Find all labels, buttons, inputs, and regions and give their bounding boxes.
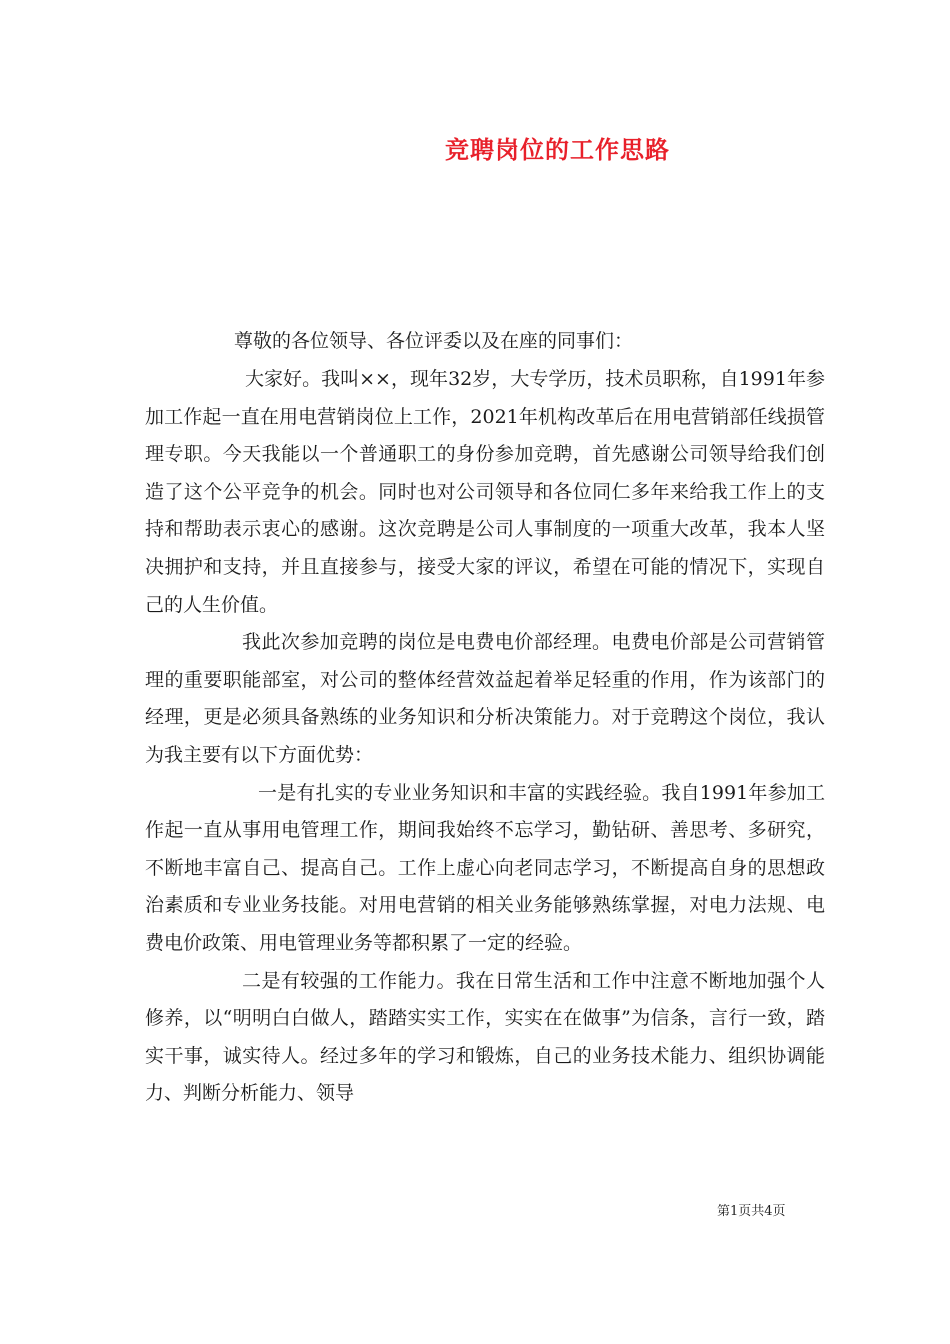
paragraph-advantage-one: 一是有扎实的专业业务知识和丰富的实践经验。我自1991年参加工作起一直从事用电管理工作，期间我始终不忘学习，勤钻研、善思考、多研究，不断地丰富自己、提高自己。工作上虚心向老同志学习，不断提高自身的思想政治素质和专业业务技能。对用电营销的相关业务能够熟练掌握，对电力法规、电费电价政策、用电管理业务等都积累了一定的经验。 [145, 781, 825, 954]
paragraph-advantage-two: 二是有较强的工作能力。我在日常生活和工作中注意不断地加强个人修养，以“明明白白做人，踏踏实实工作，实实在在做事”为信条，言行一致，踏实干事，诚实待人。经过多年的学习和锻炼，自己的业务技术能力、组织协调能力、判断分析能力、领导 [145, 969, 825, 1105]
salutation: 尊敬的各位领导、各位评委以及在座的同事们： [234, 330, 634, 352]
document-title: 竞聘岗位的工作思路 [445, 135, 670, 164]
document-body [145, 361, 825, 1113]
paragraph-introduction: 大家好。我叫××，现年32岁，大专学历，技术员职称，自1991年参加工作起一直在用电营销岗位上工作，2021年机构改革后在用电营销部任线损管理专职。今天我能以一个普通职工的身份参加竞聘，首先感谢公司领导给我们创造了这个公平竞争的机会。同时也对公司领导和各位同仁多年来给我工作上的支持和帮助表示衷心的感谢。这次竞聘是公司人事制度的一项重大改革，我本人坚决拥护和支持，并且直接参与，接受大家的评议，希望在可能的情况下，实现自己的人生价值。 [145, 368, 825, 616]
page-number: 第1页共4页 [717, 1204, 786, 1219]
paragraph-position: 我此次参加竞聘的岗位是电费电价部经理。电费电价部是公司营销管理的重要职能部室，对公司的整体经营效益起着举足轻重的作用，作为该部门的经理，更是必须具备熟练的业务知识和分析决策能力。对于竞聘这个岗位，我认为我主要有以下方面优势： [145, 631, 825, 766]
